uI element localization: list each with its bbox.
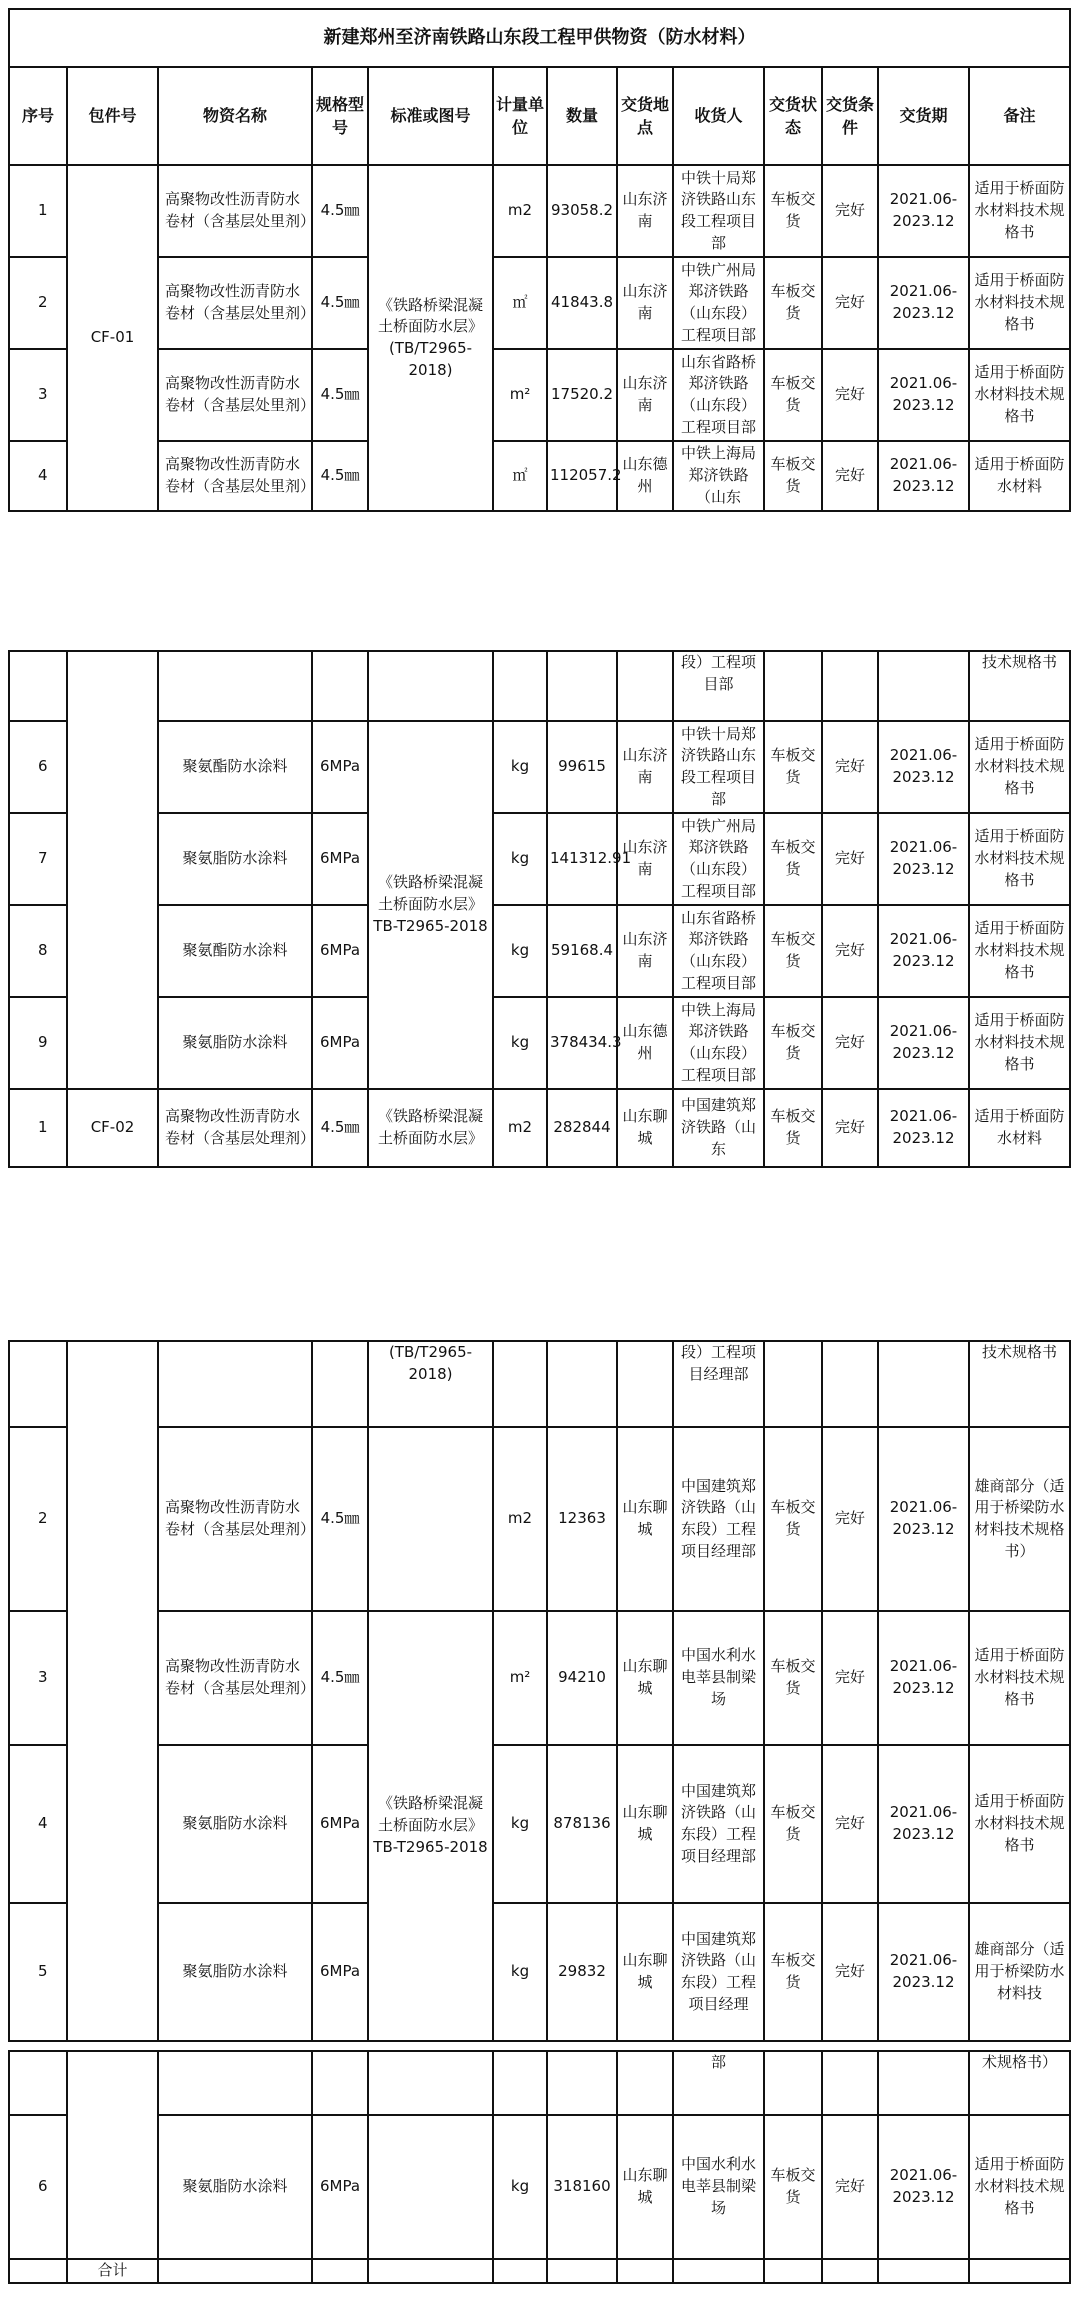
table-row bbox=[9, 441, 1070, 511]
seq-cell: 2 bbox=[9, 1427, 67, 1611]
standard-cell bbox=[368, 2115, 493, 2259]
date-cell: 2021.06-2023.12 bbox=[878, 997, 969, 1089]
note-cell: 雄商部分（适用于桥梁防水材料技术规格书） bbox=[969, 1427, 1070, 1611]
table-row bbox=[9, 1745, 1070, 1903]
note-cell: 适用于桥面防水材料 bbox=[969, 441, 1070, 511]
receiver-cell: 中国建筑郑济铁路（山东段）工程项目经理部 bbox=[673, 1427, 764, 1611]
material-name-cell: 高聚物改性沥青防水卷材（含基层处理剂） bbox=[158, 1089, 312, 1167]
spec-cell: 6MPa bbox=[312, 997, 368, 1089]
spec-cell: 6MPa bbox=[312, 2115, 368, 2259]
spec-cell: 6MPa bbox=[312, 1903, 368, 2041]
spec-cell: 6MPa bbox=[312, 721, 368, 813]
unit-cell: ㎡ bbox=[493, 441, 547, 511]
seq-cell: 9 bbox=[9, 997, 67, 1089]
quantity-cell: 59168.4 bbox=[547, 905, 617, 997]
note-cell: 适用于桥面防水材料 bbox=[969, 1089, 1070, 1167]
table-row bbox=[9, 1427, 1070, 1611]
standard-cell: 《铁路桥梁混凝土桥面防水层》 bbox=[368, 1089, 493, 1167]
seq-cell: 6 bbox=[9, 721, 67, 813]
state-cell: 车板交货 bbox=[764, 1089, 822, 1167]
receiver-cell: 中铁十局郑济铁路山东段工程项目部 bbox=[673, 721, 764, 813]
condition-cell: 完好 bbox=[822, 813, 878, 905]
spec-cell: 4.5㎜ bbox=[312, 1427, 368, 1611]
condition-cell: 完好 bbox=[822, 905, 878, 997]
place-cell: 山东聊城 bbox=[617, 1427, 673, 1611]
material-name-cell: 高聚物改性沥青防水卷材（含基层处理剂） bbox=[158, 1427, 312, 1611]
table-row bbox=[9, 813, 1070, 905]
material-name-cell: 高聚物改性沥青防水卷材（含基层处里剂） bbox=[158, 349, 312, 441]
material-name-cell: 聚氨脂防水涂料 bbox=[158, 813, 312, 905]
place-cell: 山东德州 bbox=[617, 441, 673, 511]
state-cell: 车板交货 bbox=[764, 1611, 822, 1745]
unit-cell: m² bbox=[493, 349, 547, 441]
condition-cell: 完好 bbox=[822, 997, 878, 1089]
material-name-cell: 聚氨脂防水涂料 bbox=[158, 1903, 312, 2041]
table-row bbox=[9, 905, 1070, 997]
quantity-cell: 378434.3 bbox=[547, 997, 617, 1089]
note-cell: 适用于桥面防水材料技术规格书 bbox=[969, 997, 1070, 1089]
condition-cell: 完好 bbox=[822, 349, 878, 441]
receiver-cell: 山东省路桥郑济铁路（山东段）工程项目部 bbox=[673, 349, 764, 441]
receiver-cell: 段）工程项目部 bbox=[673, 651, 764, 721]
quantity-cell: 12363 bbox=[547, 1427, 617, 1611]
unit-cell: kg bbox=[493, 1903, 547, 2041]
unit-cell: m2 bbox=[493, 1427, 547, 1611]
receiver-cell: 部 bbox=[673, 2051, 764, 2115]
table-row bbox=[9, 721, 1070, 813]
unit-cell: kg bbox=[493, 813, 547, 905]
package-cell: CF-02 bbox=[67, 1089, 158, 1167]
quantity-cell: 282844 bbox=[547, 1089, 617, 1167]
note-cell: 适用于桥面防水材料技术规格书 bbox=[969, 165, 1070, 257]
table-title: 新建郑州至济南铁路山东段工程甲供物资（防水材料） bbox=[9, 9, 1070, 67]
place-cell: 山东济南 bbox=[617, 257, 673, 349]
continuation-row bbox=[9, 651, 1070, 721]
condition-cell: 完好 bbox=[822, 257, 878, 349]
seq-cell: 6 bbox=[9, 2115, 67, 2259]
header-cell: 收货人 bbox=[673, 67, 764, 165]
header-cell: 数量 bbox=[547, 67, 617, 165]
seq-cell: 2 bbox=[9, 257, 67, 349]
receiver-cell: 中铁广州局郑济铁路（山东段）工程项目部 bbox=[673, 813, 764, 905]
note-cell: 雄商部分（适用于桥梁防水材料技 bbox=[969, 1903, 1070, 2041]
unit-cell: kg bbox=[493, 905, 547, 997]
table-row bbox=[9, 1903, 1070, 2041]
date-cell: 2021.06-2023.12 bbox=[878, 905, 969, 997]
package-cell bbox=[67, 651, 158, 1089]
materials-table-part-1 bbox=[8, 8, 1071, 512]
receiver-cell: 中国建筑郑济铁路（山东段）工程项目经理部 bbox=[673, 1745, 764, 1903]
quantity-cell: 17520.2 bbox=[547, 349, 617, 441]
note-cell: 适用于桥面防水材料技术规格书 bbox=[969, 257, 1070, 349]
header-cell: 计量单位 bbox=[493, 67, 547, 165]
package-cell: CF-01 bbox=[67, 165, 158, 511]
date-cell: 2021.06-2023.12 bbox=[878, 441, 969, 511]
place-cell: 山东聊城 bbox=[617, 1903, 673, 2041]
unit-cell: kg bbox=[493, 1745, 547, 1903]
material-name-cell: 聚氨酯防水涂料 bbox=[158, 905, 312, 997]
standard-cell bbox=[368, 651, 493, 721]
note-cell: 适用于桥面防水材料技术规格书 bbox=[969, 349, 1070, 441]
spec-cell: 6MPa bbox=[312, 905, 368, 997]
place-cell: 山东聊城 bbox=[617, 1611, 673, 1745]
receiver-cell: 山东省路桥郑济铁路（山东段）工程项目部 bbox=[673, 905, 764, 997]
note-cell: 适用于桥面防水材料技术规格书 bbox=[969, 1611, 1070, 1745]
header-row bbox=[9, 67, 1070, 165]
date-cell: 2021.06-2023.12 bbox=[878, 813, 969, 905]
seq-cell: 3 bbox=[9, 1611, 67, 1745]
receiver-cell: 中国建筑郑济铁路（山东 bbox=[673, 1089, 764, 1167]
receiver-cell: 中铁上海局郑济铁路（山东 bbox=[673, 441, 764, 511]
total-label: 合计 bbox=[67, 2259, 158, 2283]
header-cell: 备注 bbox=[969, 67, 1070, 165]
receiver-cell: 段）工程项目经理部 bbox=[673, 1341, 764, 1427]
seq-cell: 1 bbox=[9, 1089, 67, 1167]
state-cell: 车板交货 bbox=[764, 813, 822, 905]
state-cell: 车板交货 bbox=[764, 1745, 822, 1903]
header-cell: 交货地点 bbox=[617, 67, 673, 165]
unit-cell: m² bbox=[493, 1611, 547, 1745]
seq-cell: 8 bbox=[9, 905, 67, 997]
condition-cell: 完好 bbox=[822, 1611, 878, 1745]
materials-table-part-4 bbox=[8, 2050, 1071, 2284]
header-cell: 包件号 bbox=[67, 67, 158, 165]
table-row bbox=[9, 349, 1070, 441]
table-row bbox=[9, 997, 1070, 1089]
note-cell: 适用于桥面防水材料技术规格书 bbox=[969, 1745, 1070, 1903]
header-cell: 交货条件 bbox=[822, 67, 878, 165]
date-cell: 2021.06-2023.12 bbox=[878, 1903, 969, 2041]
quantity-cell: 141312.91 bbox=[547, 813, 617, 905]
spec-cell: 6MPa bbox=[312, 813, 368, 905]
material-name-cell: 聚氨脂防水涂料 bbox=[158, 1745, 312, 1903]
standard-cell: 《铁路桥梁混凝土桥面防水层》TB-T2965-2018 bbox=[368, 1611, 493, 2041]
continuation-row bbox=[9, 2051, 1070, 2115]
date-cell: 2021.06-2023.12 bbox=[878, 2115, 969, 2259]
place-cell: 山东德州 bbox=[617, 997, 673, 1089]
note-cell: 适用于桥面防水材料技术规格书 bbox=[969, 905, 1070, 997]
table-row bbox=[9, 1089, 1070, 1167]
materials-table-part-2 bbox=[8, 650, 1071, 1168]
condition-cell: 完好 bbox=[822, 1089, 878, 1167]
state-cell: 车板交货 bbox=[764, 905, 822, 997]
table-row bbox=[9, 1611, 1070, 1745]
table-segment-4 bbox=[8, 2050, 1069, 2284]
receiver-cell: 中铁十局郑济铁路山东段工程项目部 bbox=[673, 165, 764, 257]
state-cell: 车板交货 bbox=[764, 2115, 822, 2259]
table-segment-3 bbox=[8, 1340, 1069, 2042]
date-cell: 2021.06-2023.12 bbox=[878, 1089, 969, 1167]
state-cell: 车板交货 bbox=[764, 1427, 822, 1611]
table-row bbox=[9, 257, 1070, 349]
material-name-cell: 高聚物改性沥青防水卷材（含基层处理剂） bbox=[158, 1611, 312, 1745]
state-cell: 车板交货 bbox=[764, 349, 822, 441]
table-segment-1 bbox=[8, 8, 1069, 512]
condition-cell: 完好 bbox=[822, 2115, 878, 2259]
note-cell: 术规格书） bbox=[969, 2051, 1070, 2115]
state-cell: 车板交货 bbox=[764, 441, 822, 511]
condition-cell: 完好 bbox=[822, 1427, 878, 1611]
date-cell: 2021.06-2023.12 bbox=[878, 1745, 969, 1903]
header-cell: 规格型号 bbox=[312, 67, 368, 165]
note-cell: 技术规格书 bbox=[969, 1341, 1070, 1427]
seq-cell: 5 bbox=[9, 1903, 67, 2041]
place-cell: 山东济南 bbox=[617, 349, 673, 441]
spec-cell: 4.5㎜ bbox=[312, 165, 368, 257]
date-cell: 2021.06-2023.12 bbox=[878, 1427, 969, 1611]
receiver-cell: 中铁上海局郑济铁路（山东段）工程项目部 bbox=[673, 997, 764, 1089]
date-cell: 2021.06-2023.12 bbox=[878, 721, 969, 813]
receiver-cell: 中国建筑郑济铁路（山东段）工程项目经理 bbox=[673, 1903, 764, 2041]
package-cell bbox=[67, 1341, 158, 2041]
quantity-cell: 318160 bbox=[547, 2115, 617, 2259]
place-cell: 山东聊城 bbox=[617, 1089, 673, 1167]
package-cell bbox=[67, 2051, 158, 2259]
seq-cell: 3 bbox=[9, 349, 67, 441]
table-row bbox=[9, 165, 1070, 257]
receiver-cell: 中国水利水电莘县制梁场 bbox=[673, 1611, 764, 1745]
place-cell: 山东聊城 bbox=[617, 2115, 673, 2259]
quantity-cell: 93058.2 bbox=[547, 165, 617, 257]
quantity-cell: 878136 bbox=[547, 1745, 617, 1903]
condition-cell: 完好 bbox=[822, 1745, 878, 1903]
unit-cell: m2 bbox=[493, 1089, 547, 1167]
condition-cell: 完好 bbox=[822, 721, 878, 813]
state-cell: 车板交货 bbox=[764, 721, 822, 813]
unit-cell: kg bbox=[493, 721, 547, 813]
seq-cell: 7 bbox=[9, 813, 67, 905]
header-cell: 序号 bbox=[9, 67, 67, 165]
seq-cell: 1 bbox=[9, 165, 67, 257]
date-cell: 2021.06-2023.12 bbox=[878, 165, 969, 257]
receiver-cell: 中国水利水电莘县制梁场 bbox=[673, 2115, 764, 2259]
state-cell: 车板交货 bbox=[764, 257, 822, 349]
place-cell: 山东济南 bbox=[617, 165, 673, 257]
state-cell: 车板交货 bbox=[764, 997, 822, 1089]
table-row bbox=[9, 2115, 1070, 2259]
quantity-cell: 29832 bbox=[547, 1903, 617, 2041]
total-row bbox=[9, 2259, 1070, 2283]
material-name-cell: 高聚物改性沥青防水卷材（含基层处里剂） bbox=[158, 441, 312, 511]
date-cell: 2021.06-2023.12 bbox=[878, 1611, 969, 1745]
header-cell: 标准或图号 bbox=[368, 67, 493, 165]
materials-table-part-3 bbox=[8, 1340, 1071, 2042]
quantity-cell: 41843.8 bbox=[547, 257, 617, 349]
quantity-cell: 112057.2 bbox=[547, 441, 617, 511]
state-cell: 车板交货 bbox=[764, 165, 822, 257]
spec-cell: 4.5㎜ bbox=[312, 1611, 368, 1745]
material-name-cell: 聚氨酯防水涂料 bbox=[158, 721, 312, 813]
unit-cell: kg bbox=[493, 997, 547, 1089]
material-name-cell: 高聚物改性沥青防水卷材（含基层处里剂） bbox=[158, 257, 312, 349]
standard-cell: 《铁路桥梁混凝土桥面防水层》(TB/T2965-2018) bbox=[368, 165, 493, 511]
standard-cell: 《铁路桥梁混凝土桥面防水层》TB-T2965-2018 bbox=[368, 721, 493, 1089]
note-cell: 技术规格书 bbox=[969, 651, 1070, 721]
unit-cell: ㎡ bbox=[493, 257, 547, 349]
standard-cell bbox=[368, 1427, 493, 1611]
condition-cell: 完好 bbox=[822, 1903, 878, 2041]
spec-cell: 6MPa bbox=[312, 1745, 368, 1903]
unit-cell: m2 bbox=[493, 165, 547, 257]
spec-cell: 4.5㎜ bbox=[312, 441, 368, 511]
condition-cell: 完好 bbox=[822, 441, 878, 511]
spec-cell: 4.5㎜ bbox=[312, 1089, 368, 1167]
seq-cell: 4 bbox=[9, 1745, 67, 1903]
place-cell: 山东济南 bbox=[617, 721, 673, 813]
header-cell: 物资名称 bbox=[158, 67, 312, 165]
standard-cell: (TB/T2965-2018) bbox=[368, 1341, 493, 1427]
unit-cell: kg bbox=[493, 2115, 547, 2259]
note-cell: 适用于桥面防水材料技术规格书 bbox=[969, 813, 1070, 905]
receiver-cell: 中铁广州局郑济铁路（山东段）工程项目部 bbox=[673, 257, 764, 349]
seq-cell: 4 bbox=[9, 441, 67, 511]
material-name-cell: 聚氨脂防水涂料 bbox=[158, 2115, 312, 2259]
continuation-row bbox=[9, 1341, 1070, 1427]
table-segment-2 bbox=[8, 650, 1069, 1168]
header-cell: 交货状态 bbox=[764, 67, 822, 165]
quantity-cell: 94210 bbox=[547, 1611, 617, 1745]
quantity-cell: 99615 bbox=[547, 721, 617, 813]
state-cell: 车板交货 bbox=[764, 1903, 822, 2041]
place-cell: 山东济南 bbox=[617, 905, 673, 997]
place-cell: 山东济南 bbox=[617, 813, 673, 905]
date-cell: 2021.06-2023.12 bbox=[878, 349, 969, 441]
spec-cell: 4.5㎜ bbox=[312, 257, 368, 349]
date-cell: 2021.06-2023.12 bbox=[878, 257, 969, 349]
header-cell: 交货期 bbox=[878, 67, 969, 165]
note-cell: 适用于桥面防水材料技术规格书 bbox=[969, 2115, 1070, 2259]
spec-cell: 4.5㎜ bbox=[312, 349, 368, 441]
material-name-cell: 高聚物改性沥青防水卷材（含基层处里剂） bbox=[158, 165, 312, 257]
condition-cell: 完好 bbox=[822, 165, 878, 257]
note-cell: 适用于桥面防水材料技术规格书 bbox=[969, 721, 1070, 813]
place-cell: 山东聊城 bbox=[617, 1745, 673, 1903]
material-name-cell: 聚氨脂防水涂料 bbox=[158, 997, 312, 1089]
